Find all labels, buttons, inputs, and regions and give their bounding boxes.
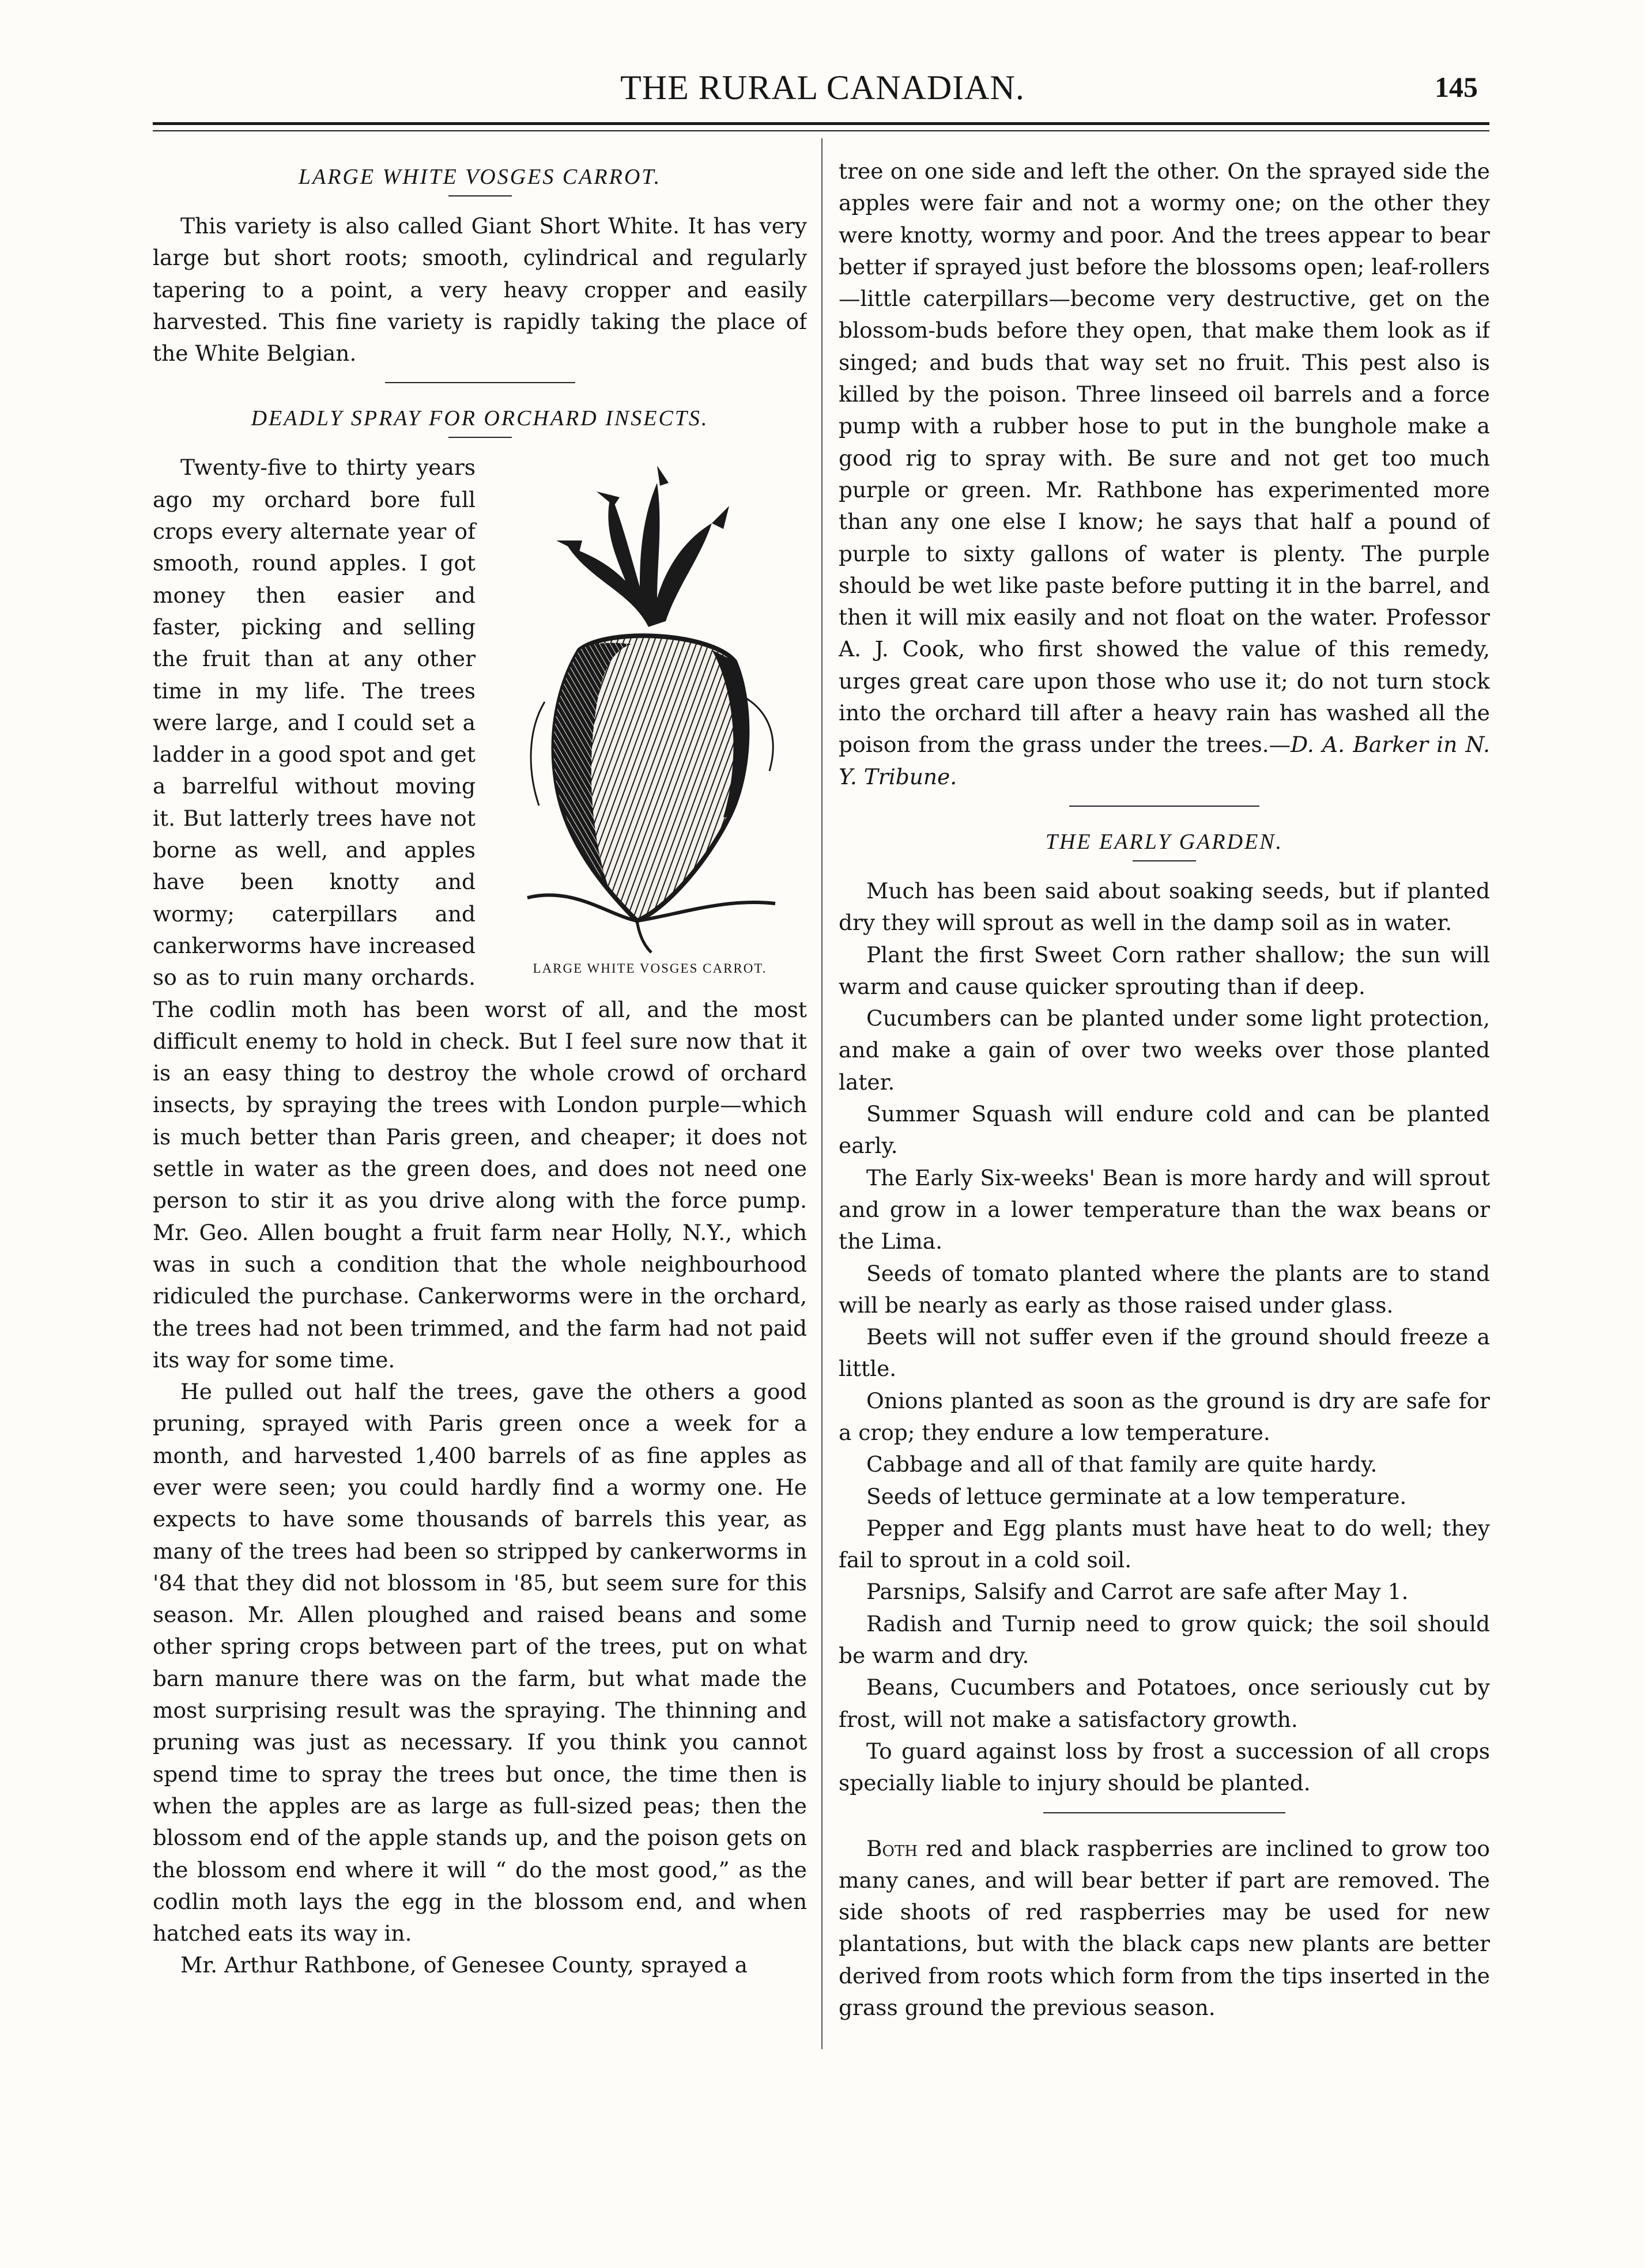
carrot-illustration	[493, 460, 807, 984]
garden-tip: Cabbage and all of that family are quite hardy.	[866, 1451, 1378, 1477]
garden-tip: Parsnips, Salsify and Carrot are safe after May 1.	[866, 1579, 1409, 1605]
garden-tip: Summer Squash will endure cold and can be planted early.	[839, 1101, 1490, 1159]
raspberry-lead: Both	[866, 1835, 918, 1861]
figure-caption: LARGE WHITE VOSGES CARROT.	[533, 961, 767, 976]
running-title: THE RURAL CANADIAN.	[620, 69, 1025, 107]
section-separator	[385, 382, 575, 383]
spray-byline: D. A. Barker in N. Y. Tribune.	[839, 732, 1490, 789]
garden-tip: Plant the first Sweet Corn rather shallow; the sun will warm and cause quicker sprouting than if deep.	[839, 942, 1490, 999]
garden-tip: Beans, Cucumbers and Potatoes, once seriously cut by frost, will not make a satisfactory growth.	[839, 1674, 1490, 1732]
page-header	[156, 68, 1489, 120]
raspberry-text: red and black raspberries are inclined to grow too many canes, and will bear better if part are removed. The side shoots of red raspberries may be used for new plantations, but with the black caps new plants are better derived from roots which form from the tips inserted in the grass ground the previous season.	[839, 1835, 1490, 2021]
column-divider	[821, 138, 822, 2049]
header-rule-thin	[153, 130, 1489, 131]
garden-tip: Radish and Turnip need to grow quick; the soil should be warm and dry.	[839, 1611, 1490, 1669]
title-rule	[448, 437, 512, 438]
garden-tip: Much has been said about soaking seeds, but if planted dry they will sprout as well in the damp soil as in water.	[839, 878, 1490, 936]
spray-paragraph-3: Mr. Arthur Rathbone, of Genesee County, sprayed a	[180, 1952, 748, 1978]
garden-tip: Beets will not suffer even if the ground should freeze a little.	[839, 1324, 1490, 1382]
title-rule	[1133, 860, 1196, 861]
section-separator	[1043, 1812, 1285, 1813]
section-title-garden: THE EARLY GARDEN.	[1045, 829, 1284, 854]
left-column	[153, 156, 807, 2061]
garden-tip: To guard against loss by frost a succession of all crops specially liable to injury should be planted.	[839, 1738, 1490, 1796]
spray-continuation	[839, 156, 1490, 793]
right-column	[839, 156, 1490, 2061]
garden-tips	[839, 875, 1490, 1800]
garden-tip: Cucumbers can be planted under some light protection, and make a gain of over two weeks over those planted later.	[839, 1006, 1490, 1095]
garden-tip: Seeds of tomato planted where the plants are to stand will be nearly as early as those raised under glass.	[839, 1260, 1490, 1318]
raspberry-paragraph	[839, 1833, 1490, 2024]
spray-paragraph-1: Twenty-five to thirty years ago my orchard bore full crops every alternate year of smooth, round apples. I got money then easier and faster, picking and selling the fruit than at any other time in my life. The trees were large, and I could set a ladder in a good spot and get a barrelful without moving it. But latterly trees have not borne as well, and apples have been knotty and wormy; caterpillars and cankerworms have increased so as to ruin many orchards. The codlin moth has been worst of all, and the most difficult enemy to hold in check. But I feel sure now that it is an easy thing to destroy the whole crowd of orchard insects, by spraying the trees with London purple—which is much better than Paris green, and cheaper; it does not settle in water as the green does, and does not need one person to stir it as you drive along with the force pump. Mr. Geo. Allen bought a fruit farm near Holly, N.Y., which was in such a condition that the whole neighbourhood ridiculed the purchase. Cankerworms were in the orchard, the trees had not been trimmed, and the farm had not paid its way for some time.	[153, 455, 807, 1373]
header-rule	[153, 122, 1489, 125]
section-title-spray: DEADLY SPRAY FOR ORCHARD INSECTS.	[251, 406, 709, 431]
garden-tip: Onions planted as soon as the ground is dry are safe for a crop; they endure a low temperature.	[839, 1388, 1490, 1445]
section-title-carrot: LARGE WHITE VOSGES CARROT.	[298, 165, 662, 189]
carrot-paragraph: This variety is also called Giant Short White. It has very large but short roots; smooth, cylindrical and regularly tapering to a point, a very heavy cropper and easily harvested. This fine variety is rapidly taking the place of the White Belgian.	[153, 213, 807, 366]
garden-tip: Pepper and Egg plants must have heat to do well; they fail to sprout in a cold soil.	[839, 1515, 1490, 1573]
spray-continuation-text: tree on one side and left the other. On the sprayed side the apples were fair and not a wormy one; on the other they were knotty, wormy and poor. And the trees appear to bear better if sprayed just before the blossoms open; leaf-rollers—little caterpillars—become very destructive, get on the blossom-buds before they open, that make them look as if singed; and buds that way set no fruit. This pest also is killed by the poison. Three linseed oil barrels and a force pump with a rubber hose to put in the bunghole make a good rig to spray with. Be sure and not get too much purple or green. Mr. Rathbone has experimented more than any one else I know; he says that half a pound of purple to sixty gallons of water is plenty. The purple should be wet like paste before putting it in the barrel, and then it will mix easily and not float on the water. Professor A. J. Cook, who first showed the value of this remedy, urges great care upon those who use it; do not turn stock into the orchard till after a heavy rain has washed all the poison from the grass under the trees.—	[839, 158, 1490, 758]
carrot-engraving-icon	[493, 460, 807, 955]
title-rule	[448, 195, 512, 196]
garden-tip: The Early Six-weeks' Bean is more hardy and will sprout and grow in a lower temperature than the wax beans or the Lima.	[839, 1165, 1490, 1254]
garden-tip: Seeds of lettuce germinate at a low temperature.	[866, 1483, 1407, 1509]
section-separator	[1069, 806, 1259, 807]
page-number: 145	[1435, 71, 1478, 103]
spray-paragraph-2: He pulled out half the trees, gave the others a good pruning, sprayed with Paris green once a week for a month, and harvested 1,400 barrels of as fine apples as ever were seen; you could hardly find a wormy one. He expects to have some thousands of barrels this year, as many of the trees had been so stripped by cankerworms in '84 that they did not blossom in '85, but seem sure for this season. Mr. Allen ploughed and raised beans and some other spring crops between part of the trees, put on what barn manure there was on the farm, but what made the most surprising result was the spraying. The thinning and pruning was just as necessary. If you think you cannot spend time to spray the trees but once, the time then is when the apples are as large as full-sized peas; then the blossom end of the apple stands up, and the poison gets on the blossom end where it will “ do the most good,” as the codlin moth lays the egg in the blossom end, and when hatched eats its way in.	[153, 1379, 807, 1946]
